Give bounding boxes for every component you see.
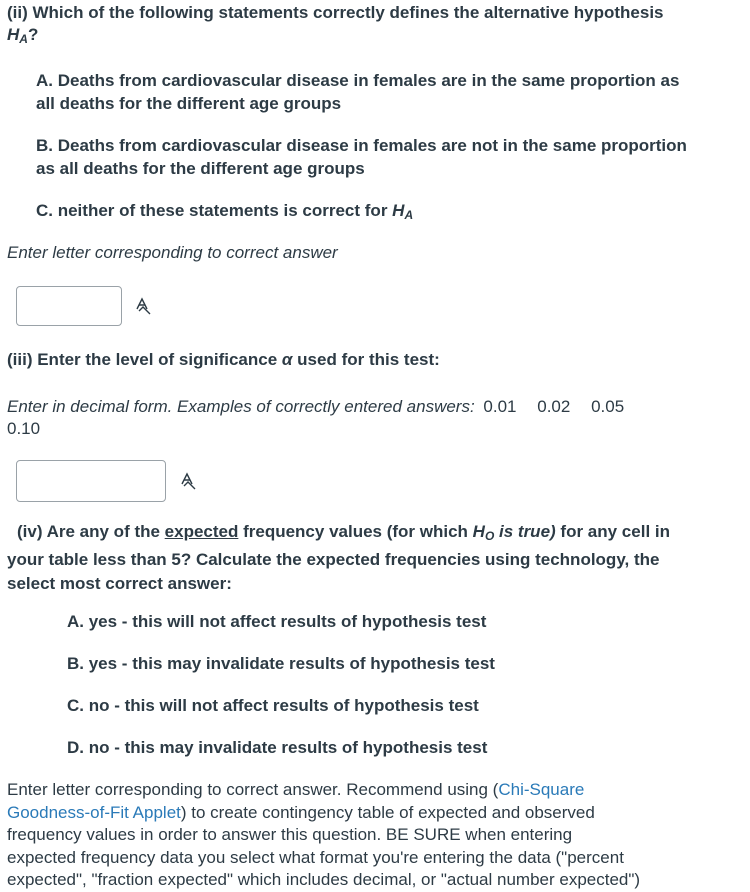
option-c: C. neither of these statements is correct for $H_A$ bbox=[36, 201, 414, 222]
chi-square-applet-link[interactable]: Chi-Square Goodness-of-Fit Applet bbox=[7, 780, 585, 822]
question-iii-instruction: Enter in decimal form. Examples of correctly entered answers: 0.01 0.02 0.05 0.10 bbox=[7, 397, 625, 438]
answer-input-iii[interactable] bbox=[16, 460, 166, 502]
option-iv-a: A. yes - this will not affect results of hypothesis test bbox=[67, 612, 487, 631]
answer-input-ii[interactable] bbox=[16, 286, 122, 326]
question-iii-stem: (iii) Enter the level of significance α used for this test: bbox=[7, 350, 440, 369]
question-iv-stem: (iv) Are any of the expected frequency values (for which $H_O$ is true) for any cell in your table less than 5? Calculate the expected frequencies using technology, the select most correct answer: bbox=[7, 522, 670, 593]
alpha-symbol: α bbox=[281, 350, 293, 369]
question-ii-instruction: Enter letter corresponding to correct answer bbox=[7, 243, 338, 262]
question-ii-stem: (ii) Which of the following statements correctly defines the alternative hypothesis $H_A$? bbox=[7, 3, 664, 46]
preview-formula-icon[interactable] bbox=[179, 472, 197, 490]
option-iv-b: B. yes - this may invalidate results of hypothesis test bbox=[67, 654, 495, 673]
preview-formula-icon[interactable] bbox=[134, 297, 152, 315]
option-iv-d: D. no - this may invalidate results of hypothesis test bbox=[67, 738, 488, 757]
question-iv-instruction: Enter letter corresponding to correct answer. Recommend using (Chi-Square Goodness-of-Fit Applet) to create contingency table of expected and observed frequency values in order to answer this question. BE SURE when entering expected frequency data you select what format you're entering the data ("percent expected", "fraction expected" which includes decimal, or "actual number expected") bbox=[7, 780, 641, 889]
option-a: A. Deaths from cardiovascular disease in females are in the same proportion as all deaths for the different age groups bbox=[36, 71, 680, 113]
ha-symbol: $H_A$ bbox=[7, 25, 28, 46]
option-iv-c: C. no - this will not affect results of hypothesis test bbox=[67, 696, 479, 715]
option-b: B. Deaths from cardiovascular disease in females are not in the same proportion as all deaths for the different age groups bbox=[36, 136, 687, 178]
